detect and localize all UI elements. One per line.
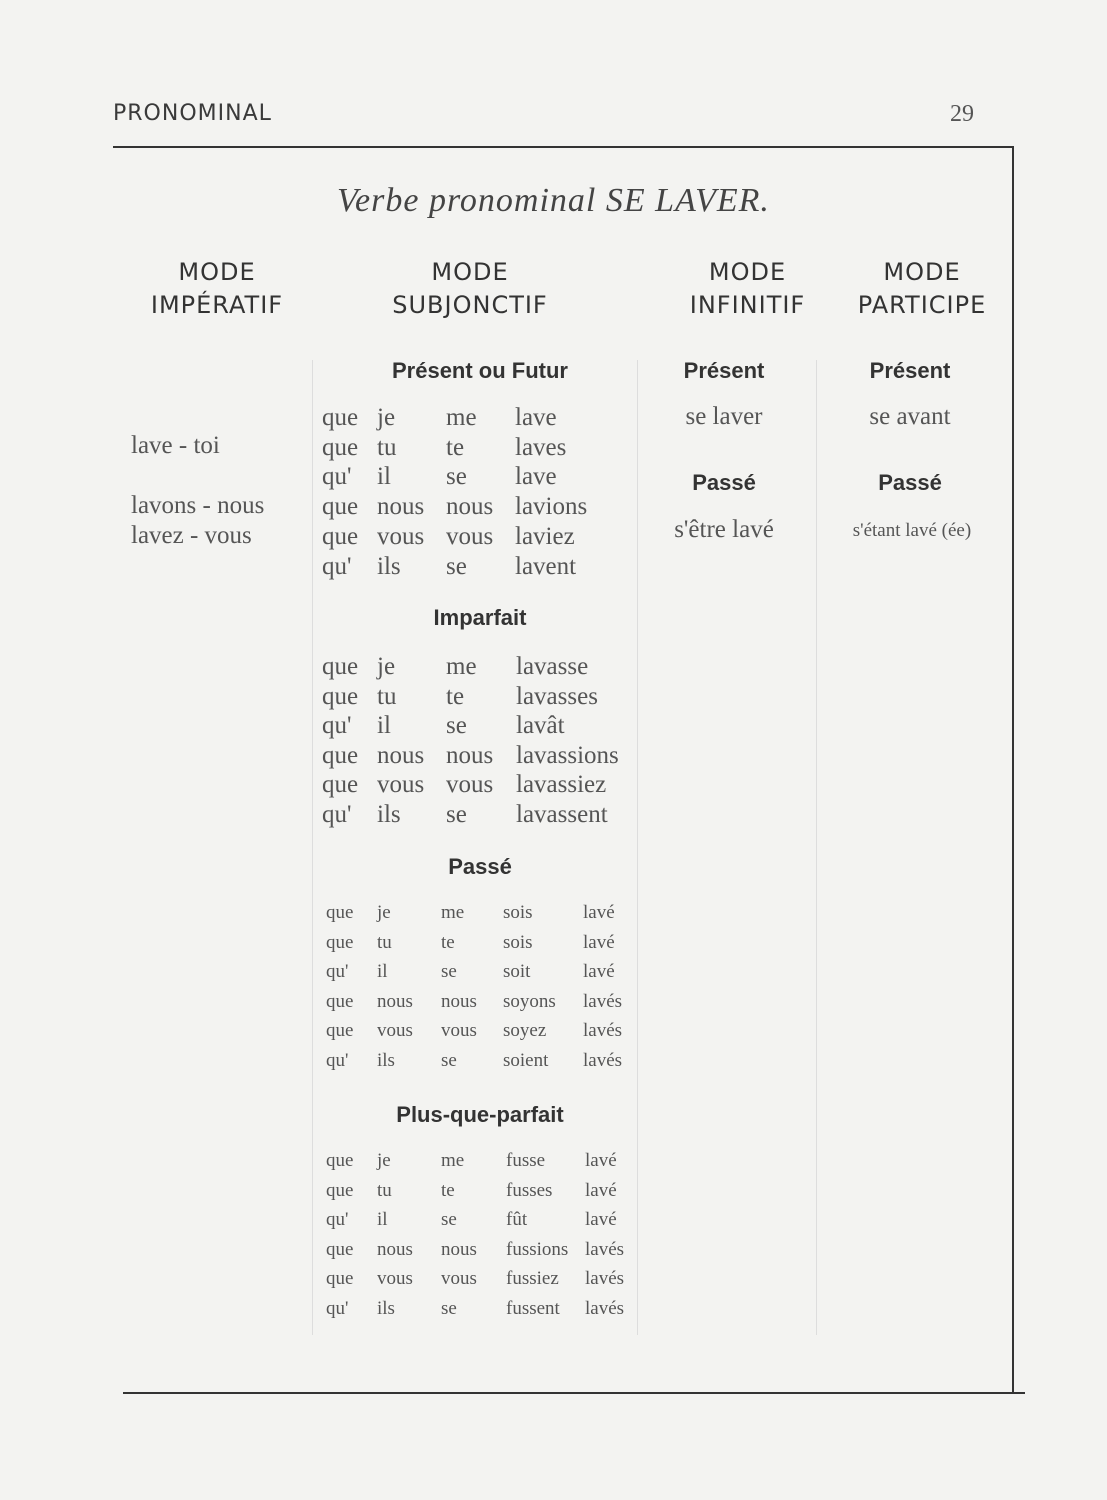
conj-word: que <box>326 1020 354 1041</box>
conj-word: lavé <box>585 1150 617 1171</box>
conj-word: qu' <box>326 1209 349 1230</box>
imperatif-form: lavons - nous <box>131 492 265 519</box>
conj-word: je <box>377 653 396 680</box>
conj-word: soit <box>503 961 531 982</box>
conj-word: vous <box>377 771 425 798</box>
mode-participe-line1: MODE <box>883 258 961 286</box>
mode-imperatif-line2: IMPÉRATIF <box>150 291 284 319</box>
conj-word: lavé <box>585 1179 617 1201</box>
conj-word: que <box>326 1238 354 1260</box>
conj-word: lavions <box>515 493 588 521</box>
conj-word: lavasse <box>516 653 589 680</box>
mode-infinitif-heading <box>665 256 830 322</box>
mode-subjonctif-line2: SUBJONCTIF <box>392 291 548 319</box>
subjonctif-plusqueparfait-label: Plus-que-parfait <box>396 1102 564 1127</box>
conj-word: ils <box>377 1049 395 1071</box>
conj-word: me <box>446 653 477 680</box>
conj-word: se <box>446 712 467 739</box>
conj-word: que <box>322 741 359 769</box>
page-title: Verbe pronominal SE LAVER. <box>337 182 770 219</box>
conj-word: que <box>322 493 359 521</box>
conj-word: il <box>377 463 391 491</box>
conj-word: qu' <box>322 552 352 580</box>
conj-word: lavés <box>585 1268 625 1289</box>
conj-word: lavât <box>516 712 565 739</box>
conj-word: se <box>446 463 467 491</box>
conj-word: me <box>441 902 465 923</box>
conj-word: qu' <box>326 1049 349 1071</box>
conj-word: fût <box>506 1209 528 1230</box>
imperatif-form: lavez - vous <box>131 522 252 549</box>
conj-word: se <box>446 800 467 828</box>
conj-word: lavés <box>583 990 623 1012</box>
conj-word: vous <box>377 1268 413 1289</box>
conj-word: lave <box>515 463 557 491</box>
conj-word: soyons <box>503 990 556 1012</box>
conj-word: tu <box>377 682 397 710</box>
conj-word: vous <box>377 1020 413 1041</box>
mode-subjonctif-heading <box>350 256 590 322</box>
conj-word: lavés <box>583 1020 623 1041</box>
conj-word: lavés <box>585 1297 625 1319</box>
running-header: PRONOMINAL <box>113 101 272 126</box>
conj-word: vous <box>446 771 494 798</box>
conj-word: tu <box>377 931 392 953</box>
conj-word: que <box>326 1268 354 1289</box>
mode-imperatif-heading <box>112 256 322 322</box>
conj-word: nous <box>446 493 494 521</box>
column-divider <box>312 360 313 1335</box>
conj-word: fussions <box>506 1238 569 1260</box>
page-number: 29 <box>950 101 974 127</box>
conj-word: lavent <box>515 552 577 580</box>
subjonctif-present-label: Présent ou Futur <box>391 358 568 383</box>
conj-word: nous <box>377 990 413 1012</box>
top-rule <box>113 146 1013 148</box>
conj-word: nous <box>377 741 425 769</box>
conj-word: que <box>322 522 359 550</box>
mode-participe-line2: PARTICIPE <box>857 291 987 319</box>
participe-present-form: se avant <box>869 403 951 430</box>
conj-word: lavé <box>583 902 615 923</box>
conj-word: soyez <box>503 1020 547 1041</box>
conj-word: soient <box>503 1049 549 1071</box>
conj-word: tu <box>377 1179 392 1201</box>
conj-word: que <box>326 1179 354 1201</box>
conj-word: qu' <box>322 800 352 828</box>
mode-participe-heading <box>836 256 1008 322</box>
conj-word: il <box>377 1209 388 1230</box>
conj-word: lavés <box>583 1049 623 1071</box>
bottom-rule <box>123 1392 1025 1394</box>
conj-word: il <box>377 712 391 739</box>
conj-word: vous <box>446 522 494 550</box>
conj-word: se <box>441 1297 457 1319</box>
conj-word: nous <box>441 1238 477 1260</box>
subjonctif-imparfait-label: Imparfait <box>433 605 527 630</box>
conj-word: fussent <box>506 1297 560 1319</box>
conj-word: lavé <box>585 1209 617 1230</box>
conj-word: je <box>377 902 391 923</box>
infinitif-passe-form: s'être lavé <box>674 516 774 543</box>
conj-word: que <box>322 433 359 461</box>
subjonctif-passe-label: Passé <box>448 854 512 879</box>
imperatif-form: lave - toi <box>131 432 220 459</box>
conj-word: nous <box>441 990 477 1012</box>
conj-word: nous <box>446 741 494 769</box>
conj-word: lavé <box>583 961 615 982</box>
conj-word: se <box>441 1209 457 1230</box>
conj-word: fusse <box>506 1150 546 1171</box>
column-divider <box>816 360 817 1335</box>
conj-word: que <box>322 771 359 798</box>
conj-word: que <box>322 404 359 431</box>
conj-word: que <box>326 990 354 1012</box>
participe-passe-form: s'étant lavé (ée) <box>852 520 972 541</box>
conj-word: que <box>322 682 359 710</box>
conj-word: vous <box>441 1268 477 1289</box>
mode-subjonctif-line1: MODE <box>431 258 509 286</box>
conj-word: fussiez <box>506 1268 559 1289</box>
conj-word: lavassent <box>516 800 608 828</box>
conj-word: lavé <box>583 931 615 953</box>
conj-word: que <box>326 1150 354 1171</box>
conj-word: qu' <box>322 463 352 491</box>
mode-infinitif-line1: MODE <box>708 258 787 286</box>
mode-infinitif-line2: INFINITIF <box>689 291 806 319</box>
infinitif-present-label: Présent <box>683 358 765 383</box>
conj-word: lavés <box>585 1238 625 1260</box>
column-divider <box>637 360 638 1335</box>
infinitif-present-form: se laver <box>685 403 763 430</box>
conj-word: te <box>441 1179 455 1201</box>
conj-word: tu <box>377 433 397 461</box>
conj-word: nous <box>377 493 425 521</box>
conj-word: je <box>377 404 396 431</box>
participe-present-label: Présent <box>869 358 951 383</box>
conj-word: lavassions <box>516 741 619 769</box>
conj-word: sois <box>503 902 533 923</box>
conj-word: vous <box>441 1020 477 1041</box>
conj-word: vous <box>377 522 425 550</box>
mode-imperatif-line1: MODE <box>178 258 256 286</box>
conj-word: lavassiez <box>516 771 607 798</box>
conj-word: ils <box>377 1297 395 1319</box>
conj-word: lavasses <box>516 682 598 710</box>
conj-word: ils <box>377 552 401 580</box>
conj-word: se <box>441 1049 457 1071</box>
conj-word: sois <box>503 931 533 953</box>
conj-word: qu' <box>326 1297 349 1319</box>
conj-word: qu' <box>326 961 349 982</box>
right-rule <box>1012 146 1014 1394</box>
conj-word: nous <box>377 1238 413 1260</box>
participe-passe-label: Passé <box>878 470 942 495</box>
conj-word: me <box>441 1150 465 1171</box>
conj-word: se <box>441 961 457 982</box>
infinitif-passe-label: Passé <box>692 470 756 495</box>
conj-word: qu' <box>322 712 352 739</box>
conj-word: te <box>446 433 465 461</box>
conj-word: te <box>441 931 455 953</box>
conj-word: que <box>322 653 359 680</box>
conj-word: ils <box>377 800 401 828</box>
conj-word: que <box>326 902 354 923</box>
conj-word: se <box>446 552 467 580</box>
conj-word: il <box>377 961 388 982</box>
conj-word: fusses <box>506 1179 553 1201</box>
conj-word: que <box>326 931 354 953</box>
conj-word: laves <box>515 433 567 461</box>
conj-word: lave <box>515 404 557 431</box>
conj-word: me <box>446 404 477 431</box>
conj-word: je <box>377 1150 391 1171</box>
conj-word: laviez <box>515 522 575 550</box>
conj-word: te <box>446 682 465 710</box>
